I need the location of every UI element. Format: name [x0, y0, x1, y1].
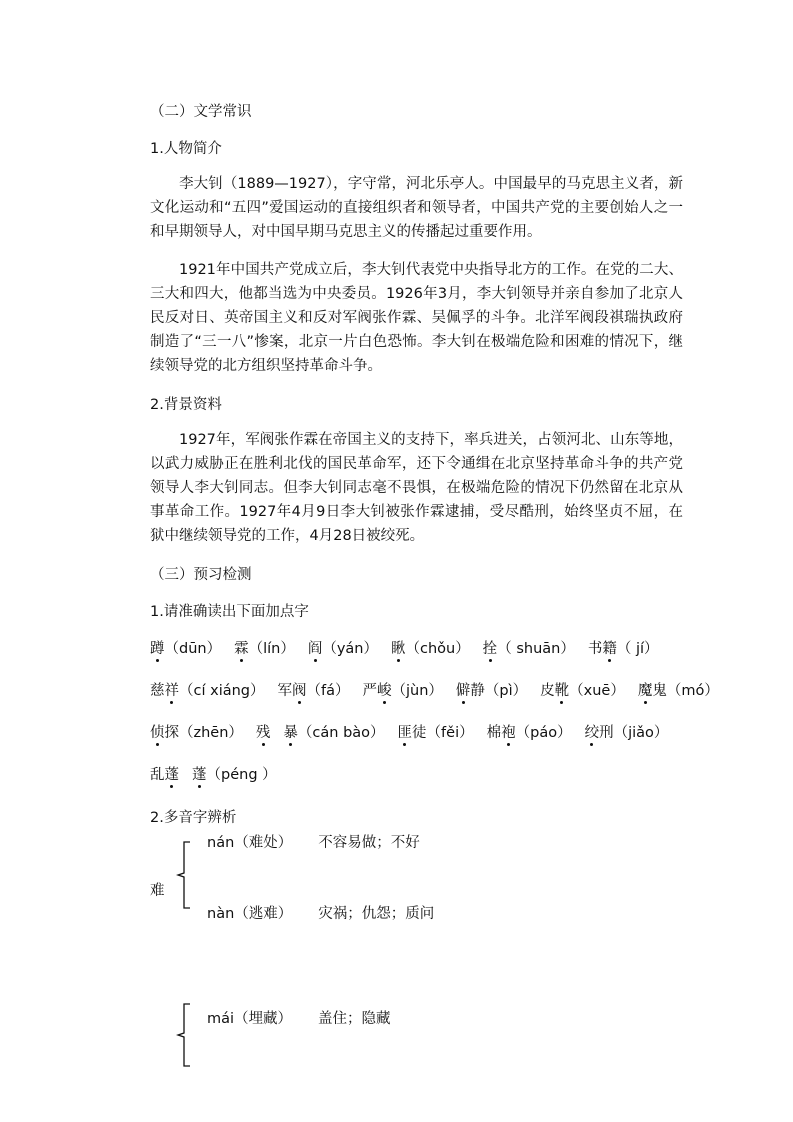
vocab-item	[192, 767, 277, 783]
dotted-char: 残	[256, 721, 271, 742]
vocab-char: 鬼	[652, 683, 667, 699]
dotted-char: 蹲	[150, 637, 165, 658]
dotted-char: 匪	[398, 721, 413, 742]
left-brace-icon	[176, 1002, 192, 1068]
vocab-char: 皮	[540, 683, 555, 699]
subheading-background: 2.背景资料	[150, 397, 222, 413]
section-heading-literary-knowledge: （二）文学常识	[150, 104, 252, 120]
vocab-pinyin: （ shuān）	[497, 641, 575, 657]
vocab-pinyin: （fěi）	[426, 725, 474, 741]
vocab-char: 探	[164, 725, 179, 741]
dotted-char: 祥	[165, 679, 180, 700]
vocab-item	[150, 767, 179, 783]
left-brace-icon	[176, 840, 192, 910]
vocab-item	[308, 641, 378, 657]
subheading-polyphonic: 2.多音字辨析	[150, 810, 237, 826]
vocab-item	[278, 683, 350, 699]
vocab-char: 乱	[150, 767, 165, 783]
vocab-char: 军	[277, 683, 292, 699]
vocab-item	[638, 683, 719, 699]
vocab-item	[363, 683, 443, 699]
dotted-char: 籍	[602, 637, 617, 658]
vocab-pinyin: （xuē）	[569, 683, 625, 699]
vocab-char: 慈	[150, 683, 165, 699]
vocab-char: 静	[470, 683, 485, 699]
vocab-item	[398, 725, 474, 741]
vocab-row	[150, 679, 732, 700]
vocab-pinyin: （pì）	[484, 683, 528, 699]
vocab-char: 棉	[486, 725, 502, 741]
subheading-read-dotted-chars: 1.请准确读出下面加点字	[150, 604, 309, 620]
dotted-char: 靴	[555, 679, 570, 700]
paragraph-background: 1927年，军阀张作霖在帝国主义的支持下，率兵进关，占领河北、山东等地，以武力威胁正在胜利北伐的国民革命军，还下令通缉在北京坚持革命斗争的共产党领导人李大钊同志。但李大钊同志毫不畏惧，在极端危险的情况下仍然留在北京从事革命工作。1927年4月9日李大钊被张作霖逮捕，受尽酷刑，始终坚贞不屈，在狱中继续领导党的工作，4月28日被绞死。	[150, 432, 683, 544]
polyphonic-char: 难	[150, 883, 165, 899]
vocab-item	[256, 725, 271, 741]
vocab-pinyin: （ jí）	[616, 641, 659, 657]
vocab-item	[150, 641, 221, 657]
vocab-item	[483, 641, 575, 657]
dotted-char: 拴	[483, 637, 498, 658]
vocab-pinyin: （jùn）	[391, 683, 443, 699]
vocab-pinyin: （fá）	[306, 683, 350, 699]
vocab-pinyin: （mó）	[666, 683, 719, 699]
vocab-row	[150, 721, 681, 742]
paragraph-person-intro: 李大钊（1889—1927），字守常，河北乐亭人。中国最早的马克思主义者，新文化运动和“五四”爱国运动的直接组织者和领导者，中国共产党的主要创始人之一和早期领导人，对中国早期马克思主义的传播起过重要作用。	[150, 176, 683, 240]
dotted-char: 绞	[585, 721, 600, 742]
dotted-char: 瞅	[391, 637, 406, 658]
dotted-char: 霖	[234, 637, 249, 658]
vocab-item	[487, 725, 572, 741]
polyphonic-reading: mái（埋藏） 盖住；隐藏	[207, 1011, 391, 1027]
dotted-char: 蓬	[192, 763, 207, 784]
vocab-item	[456, 683, 527, 699]
vocab-item	[150, 683, 265, 699]
polyphonic-reading: nán（难处） 不容易做；不好	[207, 835, 420, 851]
vocab-pinyin: （páo）	[515, 725, 572, 741]
vocab-item	[585, 725, 669, 741]
vocab-item	[588, 641, 659, 657]
vocab-item	[150, 725, 243, 741]
dotted-char: 阎	[308, 637, 323, 658]
vocab-pinyin: （jiǎo）	[613, 725, 669, 741]
vocab-pinyin: （dūn）	[164, 641, 222, 657]
dotted-char: 僻	[456, 679, 471, 700]
vocab-char: 徒	[412, 725, 427, 741]
vocab-pinyin: （chǒu）	[405, 641, 470, 657]
vocab-pinyin: （yán）	[322, 641, 379, 657]
vocab-item	[391, 641, 470, 657]
vocab-pinyin: （cán bào）	[297, 725, 385, 741]
dotted-char: 袍	[501, 721, 516, 742]
polyphonic-reading: nàn（逃难） 灾祸；仇怨；质问	[207, 906, 435, 922]
vocab-item	[540, 683, 625, 699]
vocab-pinyin: （cí xiáng）	[179, 683, 265, 699]
dotted-char: 侦	[150, 721, 165, 742]
dotted-char: 峻	[377, 679, 392, 700]
dotted-char: 蓬	[165, 763, 180, 784]
section-heading-preview-test: （三）预习检测	[150, 567, 252, 583]
dotted-char: 魔	[638, 679, 653, 700]
vocab-item	[234, 641, 295, 657]
vocab-pinyin: （péng ）	[206, 767, 277, 783]
vocab-char: 书	[587, 641, 603, 657]
vocab-item	[283, 725, 384, 741]
subheading-person-intro: 1.人物简介	[150, 141, 222, 157]
vocab-pinyin: （lín）	[248, 641, 295, 657]
dotted-char: 暴	[283, 721, 298, 742]
vocab-row	[150, 637, 672, 658]
vocab-char: 严	[362, 683, 377, 699]
vocab-row	[150, 763, 290, 784]
paragraph-party-work: 1921年中国共产党成立后，李大钊代表党中央指导北方的工作。在党的二大、三大和四大，他都当选为中央委员。1926年3月，李大钊领导并亲自参加了北京人民反对日、英帝国主义和反对军阀张作霖、吴佩孚的斗争。北洋军阀段祺瑞执政府制造了“三一八”惨案，北京一片白色恐怖。李大钊在极端危险和困难的情况下，继续领导党的北方组织坚持革命斗争。	[150, 262, 683, 374]
vocab-char: 刑	[599, 725, 614, 741]
vocab-pinyin: （zhēn）	[179, 725, 243, 741]
dotted-char: 阀	[292, 679, 307, 700]
